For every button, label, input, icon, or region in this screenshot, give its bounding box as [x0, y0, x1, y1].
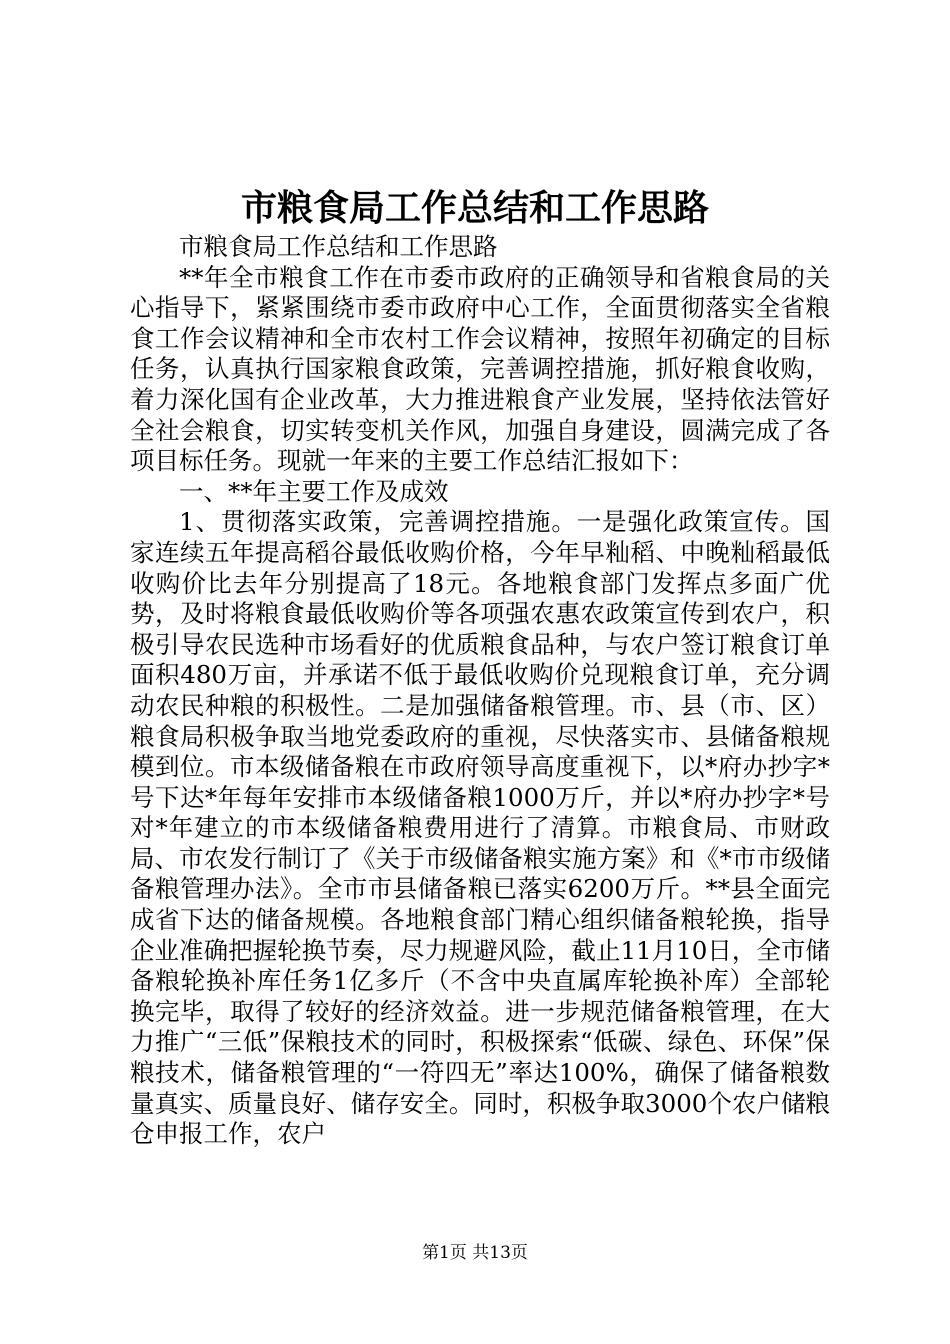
body-paragraph: 1、贯彻落实政策，完善调控措施。一是强化政策宣传。国家连续五年提高稻谷最低收购价格，今年早籼稻、中晚籼稻最低收购价比去年分别提高了18元。各地粮食部门发挥点多面广优势，及时将粮食最低收购价等各项强农惠农政策宣传到农户，积极引导农民选种市场看好的优质粮食品种，与农户签订粮食订单面积480万亩，并承诺不低于最低收购价兑现粮食订单，充分调动农民种粮的积极性。二是加强储备粮管理。市、县（市、区）粮食局积极争取当地党委政府的重视，尽快落实市、县储备粮规模到位。市本级储备粮在市政府领导高度重视下，以*府办抄字*号下达*年每年安排市本级储备粮1000万斤，并以*府办抄字*号对*年建立的市本级储备粮费用进行了清算。市粮食局、市财政局、市农发行制订了《关于市级储备粮实施方案》和《*市市级储备粮管理办法》。全市市县储备粮已落实6200万斤。**县全面完成省下达的储备规模。各地粮食部门精心组织储备粮轮换，指导企业准确把握轮换节奏，尽力规避风险，截止11月10日，全市储备粮轮换补库任务1亿多斤（不含中央直属库轮换补库）全部轮换完毕，取得了较好的经济效益。进一步规范储备粮管理，在大力推广“三低”保粮技术的同时，积极探索“低碳、绿色、环保”保粮技术，储备粮管理的“一符四无”率达100%，确保了储备粮数量真实、质量良好、储存安全。同时，积极争取3000个农户储粮仓申报工作，农户	[130, 507, 830, 1149]
section-heading: 一、**年主要工作及成效	[179, 476, 449, 506]
page-number-footer: 第1页 共13页	[422, 1243, 528, 1263]
document-body	[130, 232, 830, 1150]
document-title: 市粮食局工作总结和工作思路	[240, 187, 709, 229]
intro-paragraph: **年全市粮食工作在市委市政府的正确领导和省粮食局的关心指导下，紧紧围绕市委市政府中心工作，全面贯彻落实全省粮食工作会议精神和全市农村工作会议精神，按照年初确定的目标任务，认真执行国家粮食政策，完善调控措施，抓好粮食收购，着力深化国有企业改革，大力推进粮食产业发展，坚持依法管好全社会粮食，切实转变机关作风，加强自身建设，圆满完成了各项目标任务。现就一年来的主要工作总结汇报如下：	[130, 262, 830, 476]
subtitle-paragraph: 市粮食局工作总结和工作思路	[179, 232, 498, 261]
